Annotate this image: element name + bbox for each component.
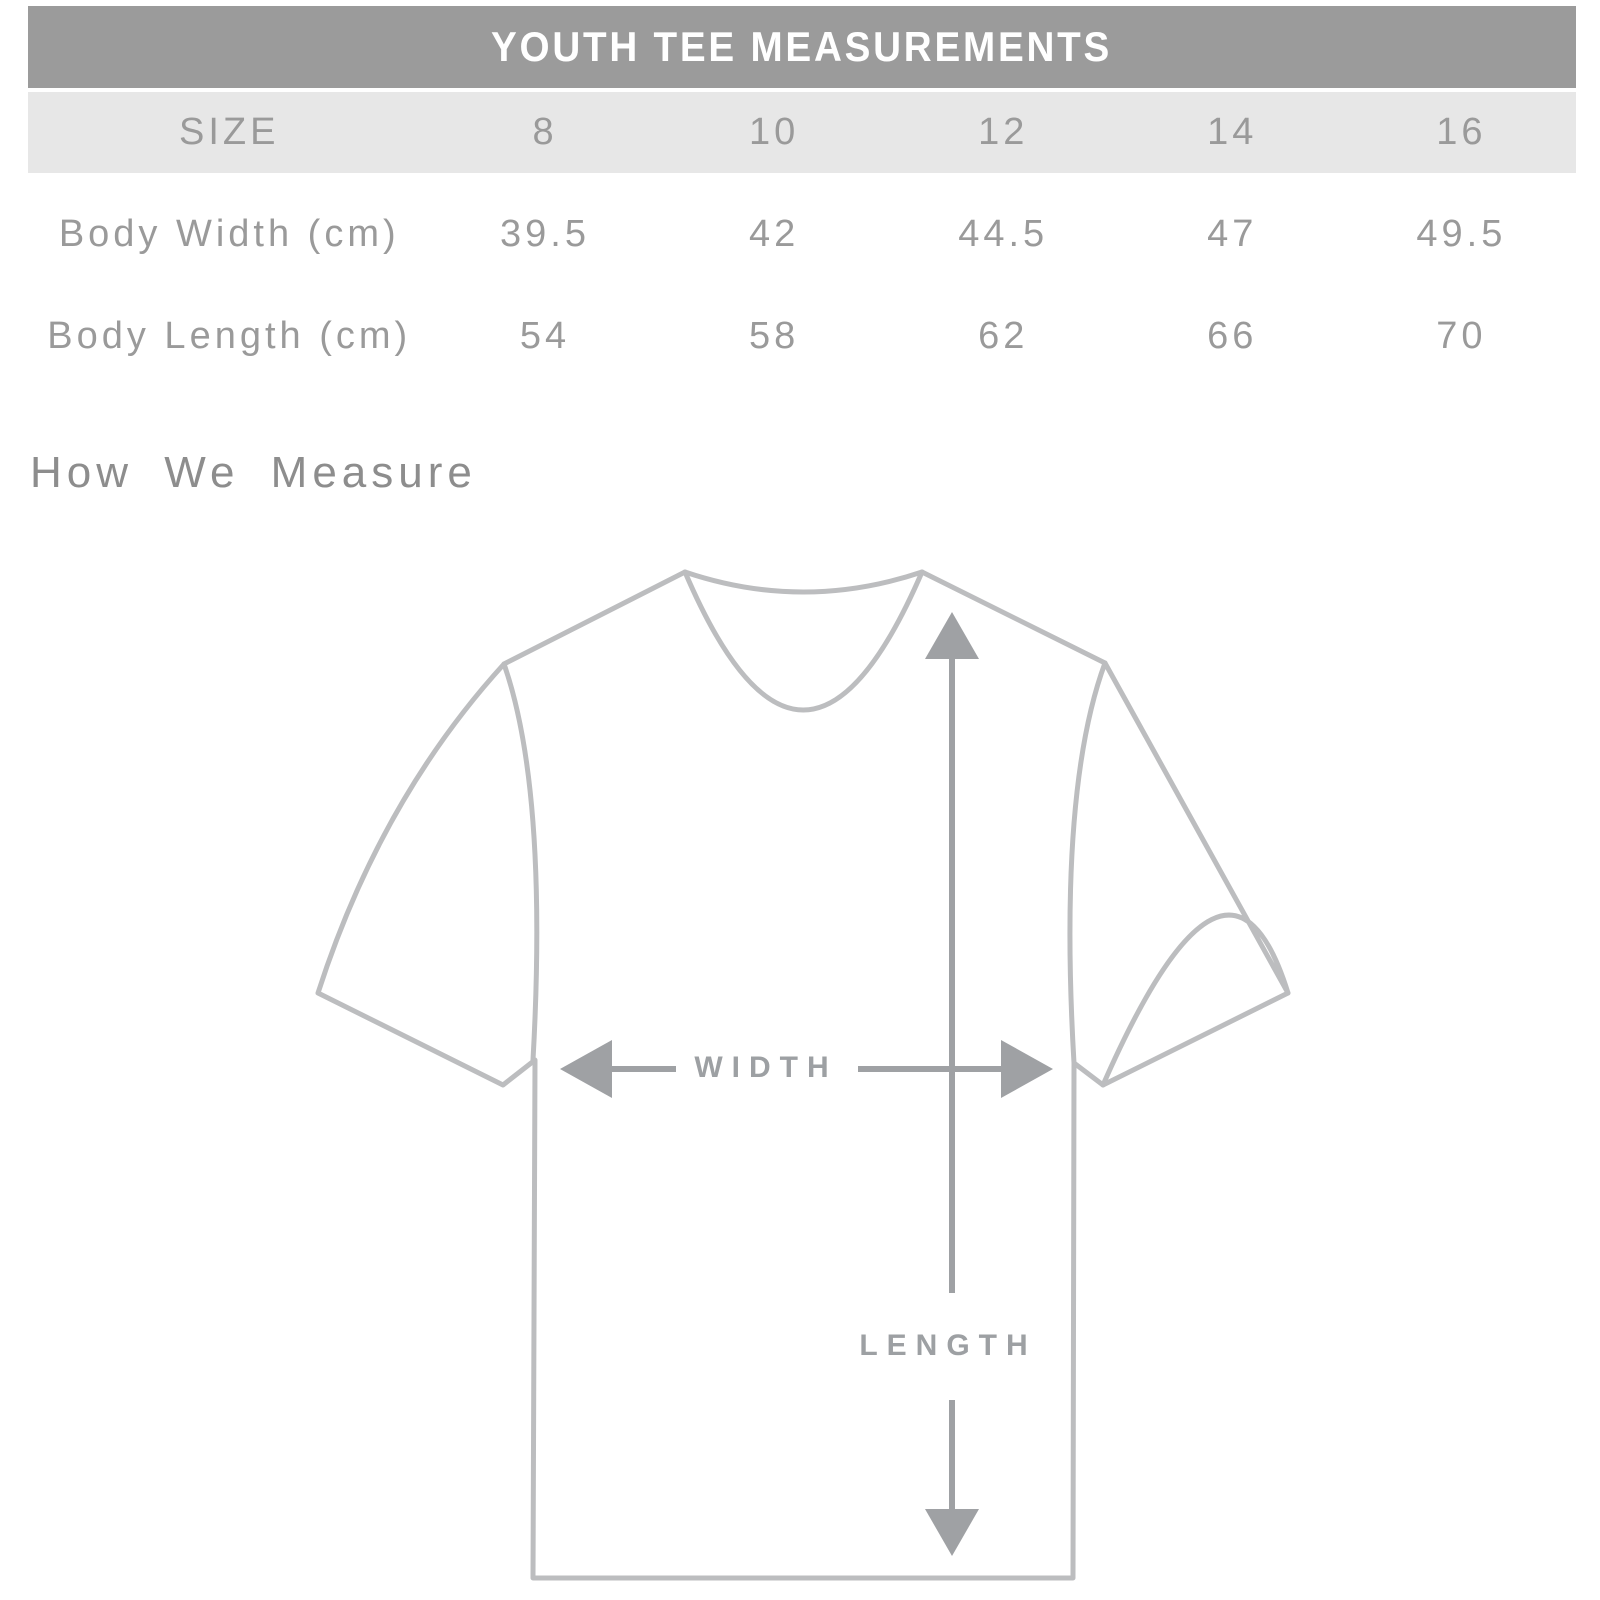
row-value: 58 xyxy=(748,314,800,357)
row-value: 42 xyxy=(748,212,800,255)
table-title: YOUTH TEE MEASUREMENTS xyxy=(491,23,1113,70)
row-label: Body Length (cm) xyxy=(47,314,412,357)
row-value: 47 xyxy=(1207,212,1258,255)
row-value: 66 xyxy=(1207,314,1258,357)
row-value: 54 xyxy=(519,314,571,357)
row-label: Body Width (cm) xyxy=(58,212,400,255)
length-measure-label: LENGTH xyxy=(859,1329,1037,1362)
length-arrow-icon xyxy=(925,612,979,1556)
size-value: 12 xyxy=(978,111,1029,153)
size-value: 10 xyxy=(748,111,800,153)
row-value: 49.5 xyxy=(1416,212,1507,255)
row-value: 44.5 xyxy=(958,212,1049,255)
size-value: 16 xyxy=(1436,111,1487,153)
row-value: 70 xyxy=(1436,314,1487,357)
how-we-measure-heading: How We Measure xyxy=(30,448,477,497)
size-value: 8 xyxy=(532,111,558,153)
width-measure-label: WIDTH xyxy=(694,1051,838,1084)
size-value: 14 xyxy=(1207,111,1258,153)
size-label: SIZE xyxy=(179,111,280,153)
row-value: 39.5 xyxy=(500,212,590,255)
row-value: 62 xyxy=(978,314,1029,357)
